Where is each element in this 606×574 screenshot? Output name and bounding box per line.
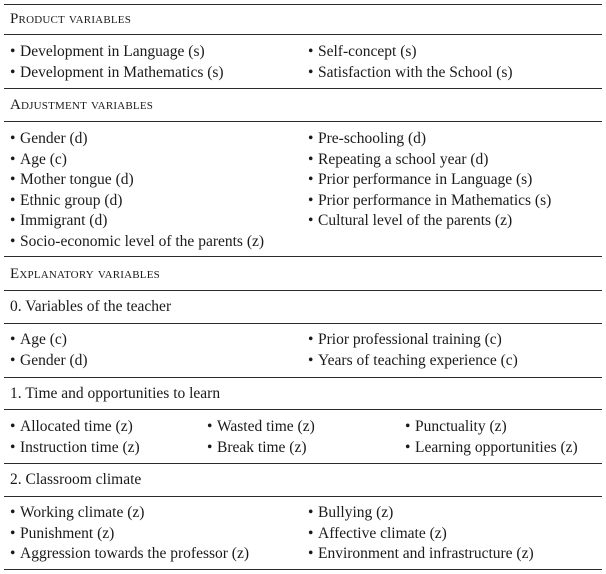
rule-teacher-heading xyxy=(4,323,602,324)
explanatory-variables-heading: Explanatory variables xyxy=(10,266,160,282)
rule-time-heading xyxy=(4,409,602,410)
rule-adjustment-end xyxy=(4,256,602,257)
list-item: • Ethnic group (d) xyxy=(10,191,123,209)
product-variables-heading: Product variables xyxy=(10,11,132,27)
time-opportunities-heading: 1. Time and opportunities to learn xyxy=(10,385,221,402)
list-item: • Learning opportunities (z) xyxy=(405,438,578,456)
list-item: • Cultural level of the parents (z) xyxy=(308,212,513,229)
list-item: • Aggression towards the professor (z) xyxy=(10,545,249,562)
list-item: • Gender (d) xyxy=(10,351,88,369)
list-item: • Allocated time (z) xyxy=(10,418,133,435)
list-item: • Instruction time (z) xyxy=(10,438,140,456)
list-item: • Mother tongue (d) xyxy=(10,171,134,188)
list-item: • Wasted time (z) xyxy=(207,418,315,435)
list-item: • Age (c) xyxy=(10,150,67,168)
list-item: • Socio-economic level of the parents (z) xyxy=(10,232,265,250)
list-item: • Break time (z) xyxy=(207,438,307,456)
teacher-variables-heading: 0. Variables of the teacher xyxy=(10,298,172,315)
list-item: • Development in Language (s) xyxy=(10,43,205,60)
list-item: • Self-concept (s) xyxy=(308,43,417,60)
table-top-rule xyxy=(4,4,602,5)
list-item: • Affective climate (z) xyxy=(308,524,447,542)
list-item: • Bullying (z) xyxy=(308,504,394,521)
list-item: • Development in Mathematics (s) xyxy=(10,63,224,81)
list-item: • Years of teaching experience (c) xyxy=(308,351,518,369)
list-item: • Punishment (z) xyxy=(10,524,115,542)
list-item: • Age (c) xyxy=(10,331,67,348)
list-item: • Gender (d) xyxy=(10,130,88,147)
table-bottom-rule xyxy=(4,569,602,570)
list-item: • Prior performance in Language (s) xyxy=(308,171,533,188)
rule-time-end xyxy=(4,463,602,464)
list-item: • Environment and infrastructure (z) xyxy=(308,545,534,562)
list-item: • Prior performance in Mathematics (s) xyxy=(308,191,552,209)
list-item: • Pre-schooling (d) xyxy=(308,130,427,147)
rule-teacher-end xyxy=(4,377,602,378)
list-item: • Repeating a school year (d) xyxy=(308,150,489,168)
rule-adjustment-heading xyxy=(4,121,602,122)
list-item: • Satisfaction with the School (s) xyxy=(308,63,513,81)
rule-product-end xyxy=(4,88,602,89)
list-item: • Punctuality (z) xyxy=(405,418,507,435)
list-item: • Working climate (z) xyxy=(10,504,145,521)
rule-product-heading xyxy=(4,34,602,35)
list-item: • Immigrant (d) xyxy=(10,212,108,229)
rule-climate-heading xyxy=(4,496,602,497)
rule-explanatory-heading xyxy=(4,290,602,291)
list-item: • Prior professional training (c) xyxy=(308,331,502,348)
classroom-climate-heading: 2. Classroom climate xyxy=(10,471,142,488)
adjustment-variables-heading: Adjustment variables xyxy=(10,97,154,113)
